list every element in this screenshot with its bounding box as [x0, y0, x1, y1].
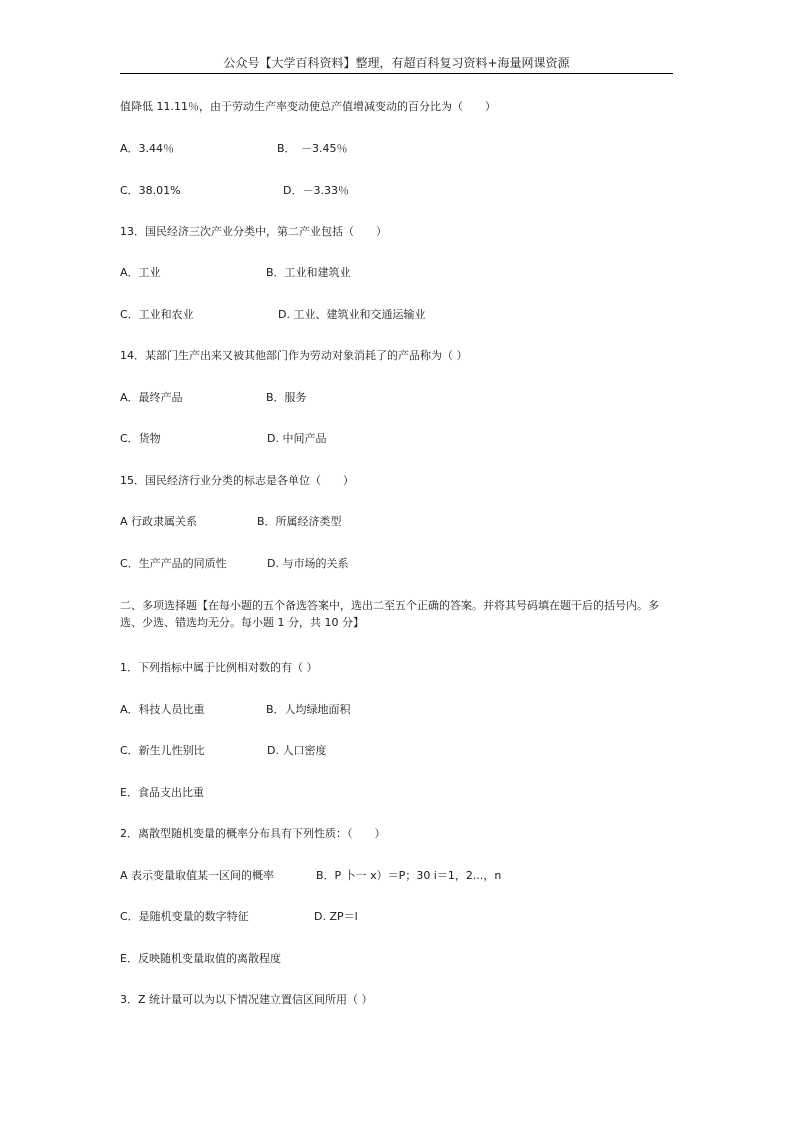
option-row	[120, 142, 348, 156]
option-e: E．食品支出比重	[120, 786, 204, 799]
option-a: A．3.44％	[120, 142, 175, 155]
option-d: D. 中间产品	[267, 432, 327, 445]
option-c: C．新生儿性别比	[120, 744, 205, 757]
page-header: 公众号【大学百科资料】整理，有超百科复习资料+海量网课资源	[223, 56, 570, 70]
option-c: C．是随机变量的数字特征	[120, 910, 249, 923]
option-d: D. 与市场的关系	[267, 557, 349, 570]
multi-question-2-stem: 2．离散型随机变量的概率分布具有下列性质：（ ）	[120, 827, 386, 840]
option-b: B． －3.45％	[277, 142, 348, 155]
option-b: B．P 卜一 x）＝P；30 i＝1，2...，n	[316, 869, 502, 882]
option-a: A 表示变量取值某一区间的概率	[120, 869, 275, 882]
option-a: A 行政隶属关系	[120, 515, 198, 528]
option-c: C．生产产品的同质性	[120, 557, 227, 570]
section-2-heading: 二、多项选择题【在每小题的五个备选答案中，选出二至五个正确的答案。并将其号码填在题干后的括号内。多选、少选、错选均无分。每小题 1 分，共 10 分】	[120, 599, 659, 629]
option-a: A．最终产品	[120, 391, 183, 404]
option-d: D. ZP＝l	[314, 910, 358, 923]
option-row	[120, 703, 351, 717]
option-row	[120, 910, 358, 924]
question-14-stem: 14．某部门生产出来又被其他部门作为劳动对象消耗了的产品称为（ ）	[120, 349, 468, 362]
option-row	[120, 266, 351, 280]
option-d: D．－3.33％	[283, 184, 349, 197]
option-row	[120, 308, 426, 322]
option-b: B．所属经济类型	[257, 515, 342, 528]
option-d: D. 人口密度	[267, 744, 327, 757]
option-row	[120, 184, 349, 198]
multi-question-3-stem: 3．Z 统计量可以为以下情况建立置信区间所用（ ）	[120, 993, 373, 1006]
option-row	[120, 432, 327, 446]
question-12-stem-continued: 值降低 11.11％，由于劳动生产率变动使总产值增减变动的百分比为（ ）	[120, 100, 496, 113]
option-row	[120, 869, 502, 883]
question-13-stem: 13．国民经济三次产业分类中，第二产业包括（ ）	[120, 225, 387, 238]
multi-question-1-stem: 1．下列指标中属于比例相对数的有（ ）	[120, 661, 318, 674]
option-row	[120, 744, 327, 758]
option-a: A．工业	[120, 266, 161, 279]
option-e: E．反映随机变量取值的离散程度	[120, 952, 281, 965]
option-c: C．工业和农业	[120, 308, 194, 321]
option-row	[120, 391, 307, 405]
option-row	[120, 557, 349, 571]
question-15-stem: 15．国民经济行业分类的标志是各单位（ ）	[120, 474, 354, 487]
option-a: A．科技人员比重	[120, 703, 205, 716]
option-b: B．工业和建筑业	[266, 266, 351, 279]
option-b: B．人均绿地面积	[266, 703, 351, 716]
option-b: B．服务	[266, 391, 307, 404]
option-c: C．货物	[120, 432, 161, 445]
option-row	[120, 515, 342, 529]
option-d: D. 工业、建筑业和交通运输业	[278, 308, 426, 321]
option-c: C．38.01%	[120, 184, 181, 197]
header-divider	[120, 73, 673, 74]
